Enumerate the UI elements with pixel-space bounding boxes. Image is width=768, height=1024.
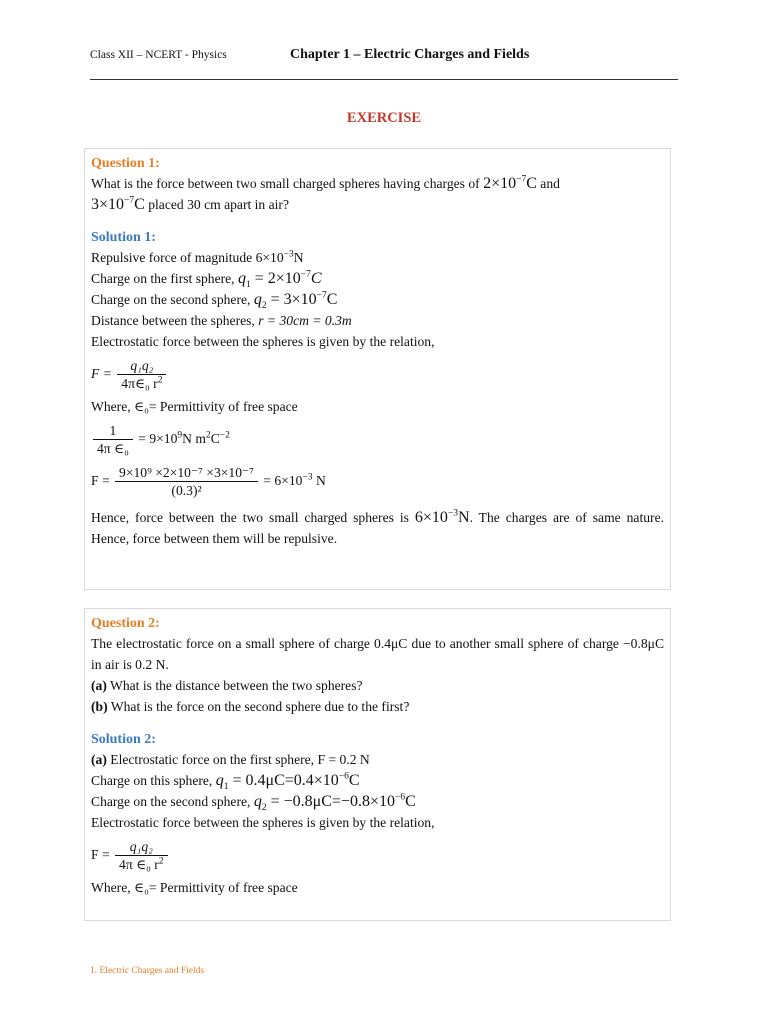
- solution-2-line: Charge on this sphere, $q_1 = 0.4\mu C=0.4\times 10^{-6}C$: [91, 771, 360, 793]
- solution-2-line: Where, ∈₀= Permittivity of free space: [91, 880, 298, 895]
- question-1-text: What is the force between two small charged spheres having charges of $2\times 10^{-7}C$ and $3\times 10^{-7}C$ placed 30 cm apart in air?: [91, 174, 560, 213]
- solution-2-line: (a) Electrostatic force on the first sphere, F = 0.2 N: [91, 752, 370, 767]
- force-calculation: F = $\frac{\text{9×10⁹ ×2×10⁻⁷ ×3×10⁻⁷}}{\text{(0.3)²}}$ = $6\times 10^{-3}$ N: [91, 465, 326, 499]
- header-chapter-title: Chapter 1 – Electric Charges and Fields: [290, 47, 530, 62]
- page-footer: 1. Electric Charges and Fields: [90, 966, 205, 976]
- solution-1-line: Where, ∈₀= Permittivity of free space: [91, 399, 298, 414]
- question-2-heading: Question 2:: [91, 616, 160, 631]
- exercise-title: EXERCISE: [346, 110, 422, 126]
- question-2-part-a: (a) What is the distance between the two spheres?: [91, 678, 363, 693]
- question-2-part-b: (b) What is the force on the second sphere due to the first?: [91, 699, 410, 714]
- question-1-box: [84, 148, 671, 590]
- question-2-text: The electrostatic force on a small sphere of charge 0.4μC due to another small sphere of charge −0.8μC in air is 0.2 N.: [91, 636, 665, 672]
- solution-1-line: Charge on the second sphere, $q_2 = 3\times 10^{-7}C$: [91, 290, 338, 312]
- solution-1-heading: Solution 1:: [91, 230, 156, 245]
- solution-2-heading: Solution 2:: [91, 732, 156, 747]
- coulomb-formula: F = $\frac{\text{q₁q₂}}{4\pi\in_0 r^2}$: [91, 354, 664, 394]
- solution-2-line: Electrostatic force between the spheres is given by the relation,: [91, 815, 435, 830]
- solution-1-line: Distance between the spheres, r = 30cm = 0.3m: [91, 313, 352, 328]
- solution-1-line: Repulsive force of magnitude $6\times 10^{-3}N$: [91, 249, 304, 265]
- coulomb-formula: F = $\frac{\text{q₁q₂}}{4\pi \in_0 r^2}$: [91, 835, 664, 875]
- question-1-heading: Question 1:: [91, 156, 160, 171]
- coulomb-constant: $\frac{1}{\text{4π ∈₀}}$ = $9\times 10^9N$ $m^2C^{-2}$: [91, 419, 664, 459]
- solution-1-conclusion: Hence, force between the two small charged spheres is $6\times 10^{-3}N$. The charges are of same nature. Hence, force between them will be repulsive.: [91, 508, 665, 546]
- question-2-box: [84, 608, 671, 921]
- page-header: [90, 45, 678, 80]
- solution-2-line: Charge on the second sphere, $q_2 = -0.8\mu C=-0.8\times 10^{-6}C$: [91, 792, 416, 814]
- solution-1-line: Electrostatic force between the spheres is given by the relation,: [91, 334, 435, 349]
- solution-1-line: Charge on the first sphere, $q_1 = 2\times 10^{-7}C$: [91, 269, 322, 291]
- header-class-label: Class XII – NCERT - Physics: [90, 49, 227, 61]
